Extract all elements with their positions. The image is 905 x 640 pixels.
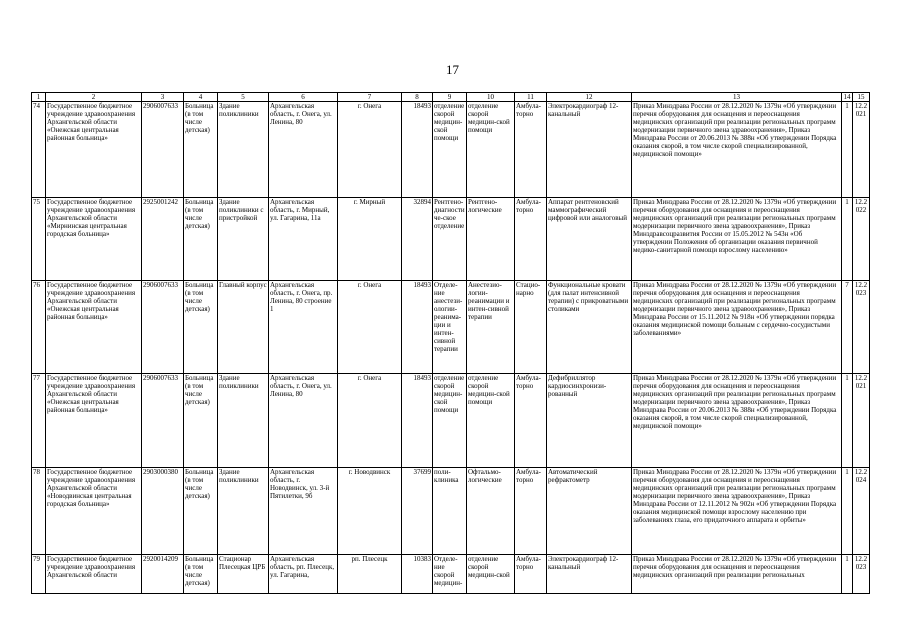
facility-type-cell: Больница (в том числе детская)	[184, 555, 218, 594]
equipment-table	[31, 92, 870, 594]
care-mode-cell: Амбула-торно	[515, 555, 547, 594]
profile-cell: Анестезио-логии-реанимации и интен-сивной терапии	[467, 281, 515, 374]
legal-basis-cell: Приказ Минздрава России от 28.12.2020 № 1379н «Об утверждении перечня оборудования для оснащения и переоснащения медицинских организаций при реализации региональных программ модернизации первичного звена здравоохранения», Приказ Минздрава России от 20.06.2013 № 388н «Об утверждении Порядка оказания скорой, в том числе скорой специализированной, медицинской помощи»	[632, 102, 842, 198]
col-header: 12	[547, 93, 632, 102]
legal-basis-cell: Приказ Минздрава России от 28.12.2020 № 1379н «Об утверждении перечня оборудования для оснащения и переоснащения медицинских организаций при реализации региональных программ модернизации первичного звена здравоохранения», Приказ Минздрава России от 15.11.2012 № 918н «Об утверждении порядка оказания медицинской помощи больным с сердечно-сосудистыми заболеваниями»	[632, 281, 842, 374]
population-cell: 32894	[402, 198, 433, 281]
profile-cell: Офтальмо-логические	[467, 468, 515, 555]
table-row	[32, 468, 870, 555]
care-mode-cell: Амбула-торно	[515, 374, 547, 468]
facility-type-cell: Больница (в том числе детская)	[184, 374, 218, 468]
org-name-cell: Государственное бюджетное учреждение здравоохранения Архангельской области «Новодвинская центральная городская больница»	[46, 468, 142, 555]
date-cell: 12.2023	[853, 281, 870, 374]
quantity-cell: 1	[842, 468, 853, 555]
col-header: 2	[46, 93, 142, 102]
equipment-cell: Автоматический рефрактометр	[547, 468, 632, 555]
inn-cell: 2906007633	[142, 281, 184, 374]
table-row	[32, 555, 870, 594]
date-cell: 12.2023	[853, 555, 870, 594]
department-cell: отделение скорой медицин-ской помощи	[433, 102, 467, 198]
locality-cell: г. Новодвинск	[338, 468, 402, 555]
department-cell: поли-клиника	[433, 468, 467, 555]
col-header: 15	[853, 93, 870, 102]
population-cell: 18493	[402, 281, 433, 374]
locality-cell: г. Онега	[338, 281, 402, 374]
legal-basis-cell: Приказ Минздрава России от 28.12.2020 № 1379н «Об утверждении перечня оборудования для оснащения и переоснащения медицинских организаций при реализации региональных программ модернизации первичного звена здравоохранения», Приказ Минздрава России от 20.06.2013 № 388н «Об утверждении Порядка оказания скорой, в том числе скорой специализированной, медицинской помощи»	[632, 374, 842, 468]
page-number: 17	[446, 62, 459, 77]
legal-basis-cell: Приказ Минздрава России от 28.12.2020 № 1379н «Об утверждении перечня оборудования для оснащения и переоснащения медицинских организаций при реализации региональных программ модернизации первичного звена здравоохранения», Приказ Минздрава России от 12.11.2012 № 902н «Об утверждении Порядка оказания медицинской помощи взрослому населению при заболеваниях глаза, его придаточного аппарата и орбиты»	[632, 468, 842, 555]
facility-type-cell: Больница (в том числе детская)	[184, 281, 218, 374]
col-header: 4	[184, 93, 218, 102]
equipment-cell: Аппарат рентгеновский маммографический цифровой или аналоговый	[547, 198, 632, 281]
building-cell: Здание поликлиники	[218, 468, 269, 555]
population-cell: 37699	[402, 468, 433, 555]
col-header: 10	[467, 93, 515, 102]
building-cell: Здание поликлиники с пристройкой	[218, 198, 269, 281]
department-cell: отделение скорой медицин-ской помощи	[433, 374, 467, 468]
address-cell: Архангельская область, г. Онега, ул. Ленина, 80	[269, 374, 338, 468]
quantity-cell: 1	[842, 374, 853, 468]
inn-cell: 2925001242	[142, 198, 184, 281]
row-number: 77	[32, 374, 46, 468]
col-header: 5	[218, 93, 269, 102]
address-cell: Архангельская область, г. Мирный, ул. Гагарина, 11а	[269, 198, 338, 281]
col-header: 7	[338, 93, 402, 102]
row-number: 74	[32, 102, 46, 198]
department-cell: Отделе-ние скорой медицин-	[433, 555, 467, 594]
row-number: 76	[32, 281, 46, 374]
row-number: 75	[32, 198, 46, 281]
building-cell: Здание поликлиники	[218, 374, 269, 468]
address-cell: Архангельская область, г. Новодвинск, ул. 3-й Пятилетки, 9б	[269, 468, 338, 555]
care-mode-cell: Амбула-торно	[515, 102, 547, 198]
table-row	[32, 102, 870, 198]
quantity-cell: 1	[842, 198, 853, 281]
address-cell: Архангельская область, рп. Плесецк, ул. Гагарина,	[269, 555, 338, 594]
table-row	[32, 198, 870, 281]
profile-cell: отделение скорой медицин-ской	[467, 555, 515, 594]
col-header: 14	[843, 93, 851, 101]
inn-cell: 2903000380	[142, 468, 184, 555]
population-cell: 18493	[402, 374, 433, 468]
col-header: 11	[515, 93, 547, 102]
row-number: 78	[32, 468, 46, 555]
org-name-cell: Государственное бюджетное учреждение здравоохранения Архангельской области «Онежская центральная районная больница»	[46, 281, 142, 374]
locality-cell: г. Онега	[338, 374, 402, 468]
legal-basis-cell: Приказ Минздрава России от 28.12.2020 № 1379н «Об утверждении перечня оборудования для оснащения и переоснащения медицинских организаций при реализации региональных программ модернизации первичного звена здравоохранения», Приказ Минздравсоцразвития России от 15.05.2012 № 543н «Об утверждении Положения об организации оказания первичной медико-санитарной помощи взрослому населению»	[632, 198, 842, 281]
care-mode-cell: Амбула-торно	[515, 468, 547, 555]
profile-cell: отделение скорой медицин-ской помощи	[467, 374, 515, 468]
date-cell: 12.2024	[853, 468, 870, 555]
building-cell: Стационар Плесецкая ЦРБ	[218, 555, 269, 594]
equipment-cell: Функциональные кровати (для палат интенсивной терапии) с прикроватными столиками	[547, 281, 632, 374]
inn-cell: 2920014209	[142, 555, 184, 594]
population-cell: 10383	[402, 555, 433, 594]
col-header: 9	[433, 93, 467, 102]
col-header: 1	[32, 93, 46, 102]
building-cell: Здание поликлиники	[218, 102, 269, 198]
population-cell: 18493	[402, 102, 433, 198]
profile-cell: отделение скорой медицин-ской помощи	[467, 102, 515, 198]
address-cell: Архангельская область, г. Онега, пр. Ленина, 80 строение 1	[269, 281, 338, 374]
building-cell: Главный корпус	[218, 281, 269, 374]
col-header: 3	[142, 93, 184, 102]
date-cell: 12.2021	[853, 374, 870, 468]
org-name-cell: Государственное бюджетное учреждение здравоохранения Архангельской области	[46, 555, 142, 594]
equipment-cell: Электрокардиограф 12-канальный	[547, 555, 632, 594]
inn-cell: 2906007633	[142, 374, 184, 468]
col-header: 8	[402, 93, 433, 102]
facility-type-cell: Больница (в том числе детская)	[184, 468, 218, 555]
equipment-cell: Электрокардиограф 12-канальный	[547, 102, 632, 198]
col-header: 6	[269, 93, 338, 102]
locality-cell: г. Мирный	[338, 198, 402, 281]
date-cell: 12.2021	[853, 102, 870, 198]
org-name-cell: Государственное бюджетное учреждение здравоохранения Архангельской области «Онежская центральная районная больница»	[46, 374, 142, 468]
care-mode-cell: Стацио-нарно	[515, 281, 547, 374]
row-number: 79	[32, 555, 46, 594]
department-cell: Рентгено-диагностиче-ское отделение	[433, 198, 467, 281]
address-cell: Архангельская область, г. Онега, ул. Ленина, 80	[269, 102, 338, 198]
col-header: 13	[632, 93, 842, 102]
table-row	[32, 374, 870, 468]
equipment-cell: Дефибриллятор кардиосинхронизи-рованный	[547, 374, 632, 468]
legal-basis-cell: Приказ Минздрава России от 28.12.2020 № 1379н «Об утверждении перечня оборудования для оснащения и переоснащения медицинских организаций при реализации региональных	[632, 555, 842, 594]
header-row	[32, 93, 870, 102]
date-cell: 12.2022	[853, 198, 870, 281]
locality-cell: г. Онега	[338, 102, 402, 198]
org-name-cell: Государственное бюджетное учреждение здравоохранения Архангельской области «Онежская центральная районная больница»	[46, 102, 142, 198]
facility-type-cell: Больница (в том числе детская)	[184, 102, 218, 198]
locality-cell: рп. Плесецк	[338, 555, 402, 594]
org-name-cell: Государственное бюджетное учреждение здравоохранения Архангельской области «Мирнинская центральная городская больница»	[46, 198, 142, 281]
facility-type-cell: Больница (в том числе детская)	[184, 198, 218, 281]
quantity-cell: 1	[842, 555, 853, 594]
inn-cell: 2906007633	[142, 102, 184, 198]
profile-cell: Рентгено-логические	[467, 198, 515, 281]
care-mode-cell: Амбула-торно	[515, 198, 547, 281]
department-cell: Отделе-ние анестези-ологии-реанима-ции и интен-сивной терапии	[433, 281, 467, 374]
quantity-cell: 7	[842, 281, 853, 374]
quantity-cell: 1	[842, 102, 853, 198]
table-row	[32, 281, 870, 374]
